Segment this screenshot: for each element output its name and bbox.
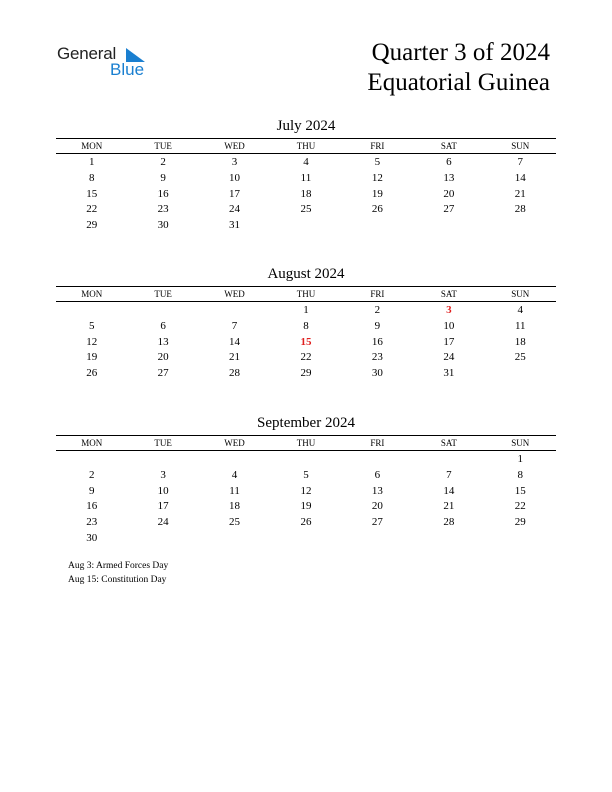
weekday-label: SUN [511, 438, 530, 448]
weekday-label: MON [81, 141, 103, 151]
day-cell: 11 [300, 171, 312, 184]
day-cell: 8 [88, 171, 95, 184]
weekday-header [56, 286, 556, 302]
day-cell: 22 [86, 203, 98, 216]
day-cell [342, 217, 413, 233]
weekday-label: SAT [440, 438, 457, 448]
day-cell: 16 [371, 335, 383, 348]
day-cell: 23 [86, 516, 98, 529]
day-cell [127, 530, 198, 546]
day-cell: 6 [160, 319, 166, 332]
day-cell: 15 [514, 484, 526, 497]
weekday-label: SUN [511, 289, 530, 299]
day-cell: 26 [300, 516, 312, 529]
logo-word-general: General [57, 44, 117, 63]
week-row [56, 451, 556, 467]
day-cell [270, 217, 341, 233]
day-cell: 21 [514, 187, 526, 200]
weekday-label: FRI [370, 289, 385, 299]
day-cell: 17 [229, 187, 241, 200]
day-cell: 10 [157, 484, 169, 497]
day-cell: 29 [86, 219, 98, 232]
day-cell: 2 [88, 468, 95, 481]
weekday-label: TUE [154, 289, 172, 299]
day-cell: 24 [157, 516, 169, 529]
day-cell: 22 [514, 500, 526, 513]
day-cell: 9 [88, 484, 95, 497]
day-cell [485, 365, 556, 381]
month-calendar [56, 414, 556, 546]
day-cell: 22 [300, 351, 312, 364]
day-cell: 3 [446, 304, 452, 316]
day-cell: 23 [371, 351, 383, 364]
day-cell: 19 [86, 351, 98, 364]
day-cell: 5 [88, 319, 95, 332]
day-cell: 7 [231, 319, 238, 332]
week-row [56, 217, 556, 233]
day-cell: 12 [300, 484, 312, 497]
weekday-label: THU [296, 289, 316, 299]
day-cell: 6 [446, 156, 452, 168]
day-cell: 20 [443, 187, 455, 200]
day-cell: 1 [517, 453, 523, 465]
day-cell: 31 [443, 367, 455, 380]
day-cell: 30 [157, 219, 169, 232]
day-cell: 20 [371, 500, 383, 513]
day-cell: 25 [229, 516, 241, 529]
day-cell: 5 [374, 156, 381, 168]
day-cell: 5 [303, 468, 309, 481]
day-cell: 9 [374, 319, 381, 332]
day-cell: 2 [160, 156, 166, 168]
day-cell: 21 [443, 500, 455, 513]
day-cell: 12 [86, 335, 98, 348]
day-cell: 15 [300, 335, 312, 348]
day-cell: 6 [374, 468, 381, 481]
day-cell [342, 451, 413, 467]
weekday-label: SAT [440, 141, 457, 151]
week-row [56, 302, 556, 318]
day-cell: 1 [88, 156, 95, 168]
weekday-label: TUE [154, 438, 172, 448]
day-cell: 25 [514, 351, 526, 364]
logo-word-blue: Blue [110, 60, 145, 79]
week-row [56, 201, 556, 217]
day-cell: 4 [231, 468, 238, 481]
day-cell: 17 [157, 500, 169, 513]
week-row [56, 365, 556, 381]
week-row [56, 498, 556, 514]
day-cell [199, 530, 270, 546]
day-cell: 28 [514, 203, 526, 216]
day-cell: 16 [86, 500, 98, 513]
day-cell: 28 [229, 367, 241, 380]
day-cell: 13 [157, 335, 169, 348]
day-cell: 18 [300, 187, 312, 200]
day-cell: 3 [231, 156, 238, 168]
day-cell: 10 [443, 319, 455, 332]
day-cell: 7 [446, 468, 452, 481]
day-cell: 18 [229, 500, 241, 513]
day-cell: 9 [160, 171, 166, 184]
day-cell: 27 [371, 516, 383, 529]
day-cell [127, 451, 198, 467]
weekday-label: WED [224, 289, 245, 299]
day-cell: 30 [86, 531, 98, 544]
day-cell [342, 530, 413, 546]
month-title: September 2024 [257, 415, 355, 431]
title-quarter: Quarter 3 of 2024 [371, 39, 550, 66]
weekday-header [56, 435, 556, 451]
weekday-label: WED [224, 141, 245, 151]
weekday-label: THU [296, 438, 316, 448]
day-cell: 26 [371, 203, 383, 216]
day-cell [199, 302, 270, 318]
week-row [56, 467, 556, 483]
week-row [56, 170, 556, 186]
day-cell: 14 [443, 484, 455, 497]
day-cell: 20 [157, 351, 169, 364]
day-cell [56, 302, 127, 318]
day-cell: 7 [517, 156, 523, 168]
title-country: Equatorial Guinea [367, 69, 550, 96]
weekday-label: SUN [511, 141, 530, 151]
week-row [56, 154, 556, 170]
weekday-label: FRI [370, 141, 385, 151]
day-cell [199, 451, 270, 467]
day-cell: 30 [371, 367, 383, 380]
holiday-note: Aug 15: Constitution Day [68, 575, 167, 585]
day-cell [485, 530, 556, 546]
day-cell: 15 [86, 187, 98, 200]
day-cell: 24 [443, 351, 455, 364]
day-cell: 14 [514, 171, 526, 184]
day-cell [270, 530, 341, 546]
day-cell: 11 [514, 319, 526, 332]
month-calendar [56, 265, 556, 381]
day-cell: 17 [443, 335, 455, 348]
month-title: July 2024 [276, 118, 336, 134]
day-cell: 24 [229, 203, 241, 216]
weekday-label: MON [81, 289, 103, 299]
week-row [56, 514, 556, 530]
day-cell: 4 [517, 304, 523, 316]
day-cell [127, 302, 198, 318]
week-row [56, 483, 556, 499]
day-cell: 13 [371, 484, 383, 497]
weekday-header [56, 138, 556, 154]
day-cell: 8 [303, 319, 309, 332]
day-cell: 29 [300, 367, 312, 380]
day-cell: 26 [86, 367, 98, 380]
day-cell: 11 [229, 484, 240, 497]
day-cell: 18 [514, 335, 526, 348]
day-cell: 1 [303, 304, 309, 316]
weekday-label: WED [224, 438, 245, 448]
day-cell [270, 451, 341, 467]
day-cell: 13 [443, 171, 455, 184]
day-cell: 2 [374, 304, 381, 316]
weekday-label: FRI [370, 438, 385, 448]
day-cell: 25 [300, 203, 312, 216]
page-title [367, 38, 550, 98]
day-cell: 4 [303, 156, 309, 168]
day-cell: 10 [229, 171, 241, 184]
day-cell: 16 [157, 187, 169, 200]
month-title: August 2024 [267, 266, 345, 282]
logo [57, 44, 157, 80]
weekday-label: MON [81, 438, 103, 448]
week-row [56, 186, 556, 202]
day-cell [485, 217, 556, 233]
weekday-label: TUE [154, 141, 172, 151]
day-cell: 3 [160, 468, 166, 481]
day-cell [413, 530, 484, 546]
day-cell: 14 [229, 335, 241, 348]
day-cell [413, 217, 484, 233]
day-cell: 28 [443, 516, 455, 529]
day-cell [413, 451, 484, 467]
week-row [56, 334, 556, 350]
holiday-notes [68, 559, 168, 587]
day-cell: 21 [229, 351, 241, 364]
day-cell: 8 [517, 468, 523, 481]
day-cell: 31 [229, 219, 241, 232]
day-cell: 27 [443, 203, 455, 216]
week-row [56, 318, 556, 334]
day-cell: 19 [371, 187, 383, 200]
day-cell [56, 451, 127, 467]
day-cell: 29 [514, 516, 526, 529]
day-cell: 23 [157, 203, 169, 216]
week-row [56, 349, 556, 365]
weekday-label: SAT [440, 289, 457, 299]
week-row [56, 530, 556, 546]
day-cell: 19 [300, 500, 312, 513]
month-calendar [56, 117, 556, 233]
weekday-label: THU [296, 141, 316, 151]
day-cell: 27 [157, 367, 169, 380]
day-cell: 12 [371, 171, 383, 184]
holiday-note: Aug 3: Armed Forces Day [68, 561, 169, 571]
